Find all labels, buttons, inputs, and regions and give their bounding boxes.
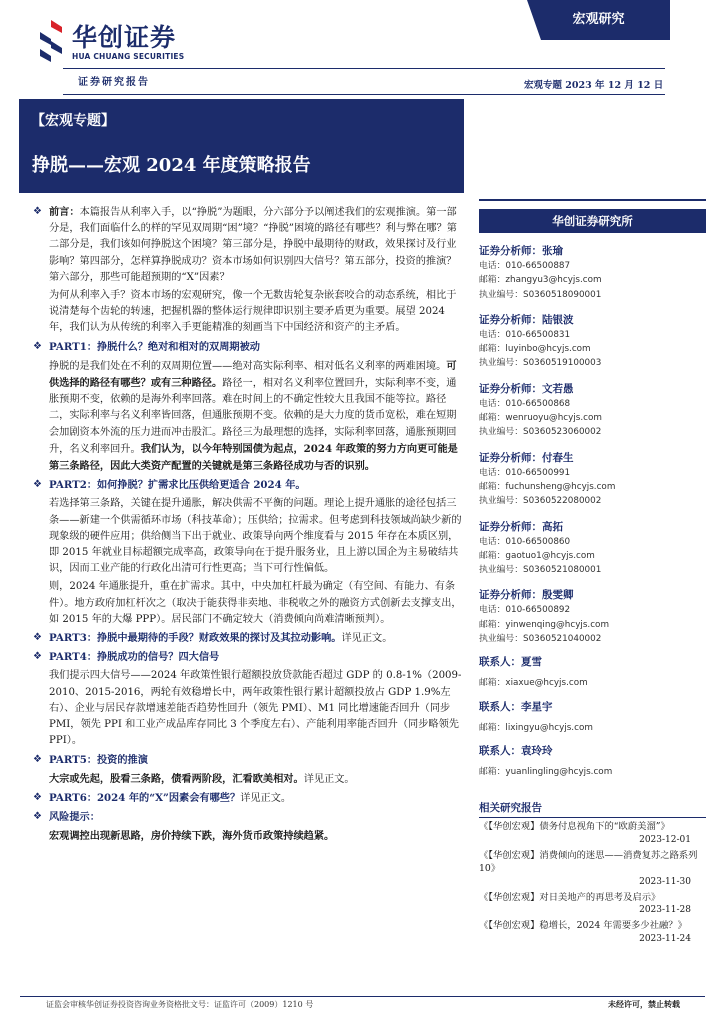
analyst-email[interactable]: 邮箱：zhangyu3@hcyjs.com bbox=[479, 275, 602, 286]
part2-heading: ❖ PART2：如何挣脱？扩需求比压供给更适合 2024 年。 bbox=[32, 477, 462, 494]
analyst-email[interactable]: 邮箱：luyinbo@hcyjs.com bbox=[479, 344, 591, 355]
analyst-sidebar bbox=[479, 199, 706, 779]
logo-text-en: HUA CHUANG SECURITIES bbox=[72, 52, 185, 61]
part6-heading: ❖ PART6：2024 年的“X”因素会有哪些？详见正文。 bbox=[32, 790, 462, 807]
diamond-bullet-icon: ❖ bbox=[33, 753, 42, 765]
section-tab bbox=[527, 0, 670, 40]
part4-heading: ❖ PART4：挣脱成功的信号？四大信号 bbox=[32, 649, 462, 666]
analyst-card bbox=[479, 450, 706, 509]
diamond-bullet-icon: ❖ bbox=[33, 479, 42, 491]
part2-paragraph-a: 若选择第三条路，关键在提升通胀，解决供需不平衡的问题。理论上提升通胀的途径包括三条——新建一个供需循环市场（科技革命）；压供给；拉需求。但考虑到科技领域尚缺少新的现象级的硬件应用；供给侧当下出于就业、政策导向两个维度看与 2015 年存在本质区别，即 2015 年就业目标超额完成率高，政策导向在于提升服务业，且上游以国企为主易破结共识，因而工业产能的行政化出清可行性更高；当下可行性偏低。 bbox=[49, 498, 462, 575]
contact-email[interactable]: 邮箱：lixingyu@hcyjs.com bbox=[479, 722, 593, 733]
analyst-license: 执业编号：S0360519100003 bbox=[479, 358, 602, 369]
diamond-bullet-icon: ❖ bbox=[33, 791, 42, 803]
contact-card bbox=[479, 743, 706, 779]
diamond-bullet-icon: ❖ bbox=[33, 811, 42, 823]
analyst-email[interactable]: 邮箱：fuchunsheng@hcyjs.com bbox=[479, 481, 616, 492]
contact-email[interactable]: 邮箱：yuanlingling@hcyjs.com bbox=[479, 766, 613, 777]
report-type-tag: 【宏观专题】 bbox=[31, 113, 115, 129]
related-report-link[interactable]: 《【华创宏观】债务付息视角下的“欧蔚美溜”》 bbox=[479, 821, 670, 832]
analyst-name: 证券分析师：殷雯卿 bbox=[479, 589, 574, 602]
related-report-link[interactable]: 《【华创宏观】稳增长，2024 年需要多少社融？》 bbox=[479, 920, 687, 931]
analyst-license: 执业编号：S0360523060002 bbox=[479, 427, 602, 438]
report-date: 宏观专题 2023 年 12 月 12 日 bbox=[524, 80, 664, 91]
preface-paragraph-2: 为何从利率入手？资本市场的宏观研究，像一个无数齿轮复杂嵌套咬合的动态系统，相比于说清楚每个齿轮的转速，把握机器的整体运行规律即识别主要矛盾更为重要。展望 2024 年，我们认为从传统的利率入手更能精准的刻画当下中国经济和资产的主矛盾。 bbox=[49, 290, 457, 334]
diamond-bullet-icon: ❖ bbox=[33, 632, 42, 644]
analyst-license: 执业编号：S0360522080002 bbox=[479, 496, 602, 507]
contact-name: 联系人：夏雪 bbox=[479, 656, 542, 669]
contact-name: 联系人：李星宇 bbox=[479, 700, 553, 713]
header-divider bbox=[63, 68, 665, 69]
analyst-license: 执业编号：S0360521080001 bbox=[479, 565, 602, 576]
diamond-bullet-icon: ❖ bbox=[33, 340, 42, 352]
header-divider-bottom bbox=[63, 94, 665, 95]
footer-divider bbox=[20, 996, 705, 997]
analyst-name: 证券分析师：付春生 bbox=[479, 451, 574, 464]
analyst-phone: 电话：010-66500860 bbox=[479, 536, 571, 547]
sidebar-top-rule bbox=[479, 199, 706, 201]
analyst-card bbox=[479, 587, 706, 646]
related-report-date: 2023-11-30 bbox=[639, 876, 691, 887]
logo-mark-icon bbox=[38, 18, 64, 62]
footer-copyright: 未经许可，禁止转载 bbox=[608, 999, 680, 1009]
analyst-email[interactable]: 邮箱：gaotuo1@hcyjs.com bbox=[479, 550, 595, 561]
analyst-card bbox=[479, 312, 706, 371]
analyst-license: 执业编号：S0360518090001 bbox=[479, 289, 602, 300]
analyst-phone: 电话：010-66500831 bbox=[479, 329, 571, 340]
part2-paragraph-b: 则，2024 年通胀提升，重在扩需求。其中，中央加杠杆最为确定（有空间、有能力、有条件）。地方政府加杠杆次之（取决于能获得非卖地、非税收之外的融资方式创新去支撑支出，如 2015 年的大爆 PPP）。居民部门不确定较大（消费倾向尚难清晰预判）。 bbox=[49, 581, 462, 625]
analyst-phone: 电话：010-66500991 bbox=[479, 467, 571, 478]
analyst-card bbox=[479, 243, 706, 302]
analyst-phone: 电话：010-66500887 bbox=[479, 261, 571, 271]
related-reports-title: 相关研究报告 bbox=[479, 799, 706, 818]
part4-paragraph: 我们提示四大信号——2024 年政策性银行超额投放贷款能否超过 GDP 的 0.8-1%（2009-2010、2015-2016，两轮有效稳增长中，两年政策性银行累计超额投放占 GDP 1.9%左右）、企业与居民存款增速差能否趋势性回升（领先 PMI）、M1 同比增速能否回升（同步 PMI，领先 PPI 和工业产成品库存同比 3 个季度左右）、产能利用率能否回升（同步略领先 PPI）。 bbox=[49, 670, 462, 747]
risk-heading: ❖ 风险提示： bbox=[32, 809, 462, 826]
contact-card bbox=[479, 699, 706, 735]
diamond-bullet-icon: ❖ bbox=[33, 651, 42, 663]
diamond-bullet-icon: ❖ bbox=[33, 206, 42, 217]
analyst-phone: 电话：010-66500868 bbox=[479, 398, 571, 409]
report-title: 挣脱——宏观 2024 年度策略报告 bbox=[32, 155, 311, 176]
related-report-date: 2023-12-01 bbox=[639, 834, 691, 845]
part5-heading: ❖ PART5：投资的推演 bbox=[32, 752, 462, 769]
contact-name: 联系人：袁玲玲 bbox=[479, 744, 553, 757]
company-logo bbox=[38, 18, 188, 68]
analyst-card bbox=[479, 381, 706, 440]
analyst-phone: 电话：010-66500892 bbox=[479, 605, 571, 616]
analyst-email[interactable]: 邮箱：yinwenqing@hcyjs.com bbox=[479, 619, 610, 630]
related-report-link[interactable]: 《【华创宏观】消费倾向的迷思——消费复苏之路系列10》 bbox=[479, 849, 698, 874]
related-report-date: 2023-11-24 bbox=[639, 933, 691, 944]
analyst-name: 证券分析师：文若愚 bbox=[479, 382, 574, 395]
main-content bbox=[32, 204, 462, 847]
contact-email[interactable]: 邮箱：xiaxue@hcyjs.com bbox=[479, 678, 588, 689]
part5-paragraph: 大宗或先起，股看三条路，债看两阶段，汇看欧美相对。详见正文。 bbox=[49, 772, 355, 785]
analyst-name: 证券分析师：高拓 bbox=[479, 520, 563, 533]
contact-card bbox=[479, 654, 706, 690]
title-block bbox=[19, 99, 464, 193]
related-report-link[interactable]: 《【华创宏观】对日美地产的再思考及启示》 bbox=[479, 891, 661, 903]
preface-paragraph: ❖ 前言：本篇报告从利率入手，以“挣脱”为题眼，分六部分予以阐述我们的宏观推演。第一部分是，我们面临什么的样的罕见双周期“困”境？“挣脱”困境的路径有哪些？利与弊在哪？第二部分是，我们该如何挣脱这个困境？第三部分是，挣脱中最期待的财政，效果探讨及行业影响？第四部分，怎样算挣脱成功？资本市场如何识别四大信号？第五部分，投资的推演？第六部分，那些可能超预期的“X”因素？ bbox=[33, 206, 457, 283]
logo-text-cn: 华创证券 bbox=[72, 23, 177, 52]
institute-header: 华创证券研究所 bbox=[479, 209, 706, 233]
related-reports bbox=[479, 799, 706, 946]
part1-heading: ❖ PART1：挣脱什么？绝对和相对的双周期被动 bbox=[32, 339, 462, 356]
brand-line: 证券研究报告 bbox=[78, 77, 150, 88]
analyst-name: 证券分析师：张瑜 bbox=[479, 245, 563, 257]
part1-paragraph: 挣脱的是我们处在不利的双周期位置——绝对高实际利率、相对低名义利率的两难困境。可供选择的路径有哪些？或有三种路径。路径一，相对名义利率位置回升，实际利率不变，通胀预期不变，依赖的是海外利率回落。难在时间上的不确定性较大且我国不能等拉。路径二，实际利率与名义利率皆回落，但通胀预期不变。依赖的是大力度的货币宽松，难在短期会加剧资本外流的压力进而冲击股汇。路径三为最理想的选择，实际利率回落，通胀预期回升，名义利率回升。我们认为，以今年特别国债为起点，2024 年政策的努力方向更可能是第三条路径，因此大类资产配置的关键就是第三条路径成功与否的识别。 bbox=[49, 359, 458, 473]
related-report-date: 2023-11-28 bbox=[639, 905, 691, 915]
footer-license: 证监会审核华创证券投资咨询业务资格批文号：证监许可（2009）1210 号 bbox=[46, 1000, 314, 1009]
analyst-license: 执业编号：S0360521040002 bbox=[479, 634, 602, 645]
analyst-email[interactable]: 邮箱：wenruoyu@hcyjs.com bbox=[479, 413, 602, 424]
analyst-name: 证券分析师：陆银波 bbox=[479, 313, 574, 326]
risk-paragraph: 宏观调控出现新思路，房价持续下跌，海外货币政策持续趋紧。 bbox=[49, 830, 335, 843]
part3-heading: ❖ PART3：挣脱中最期待的手段？财政效果的探讨及其拉动影响。详见正文。 bbox=[32, 630, 462, 647]
section-tab-label: 宏观研究 bbox=[572, 12, 625, 27]
analyst-card bbox=[479, 519, 706, 578]
